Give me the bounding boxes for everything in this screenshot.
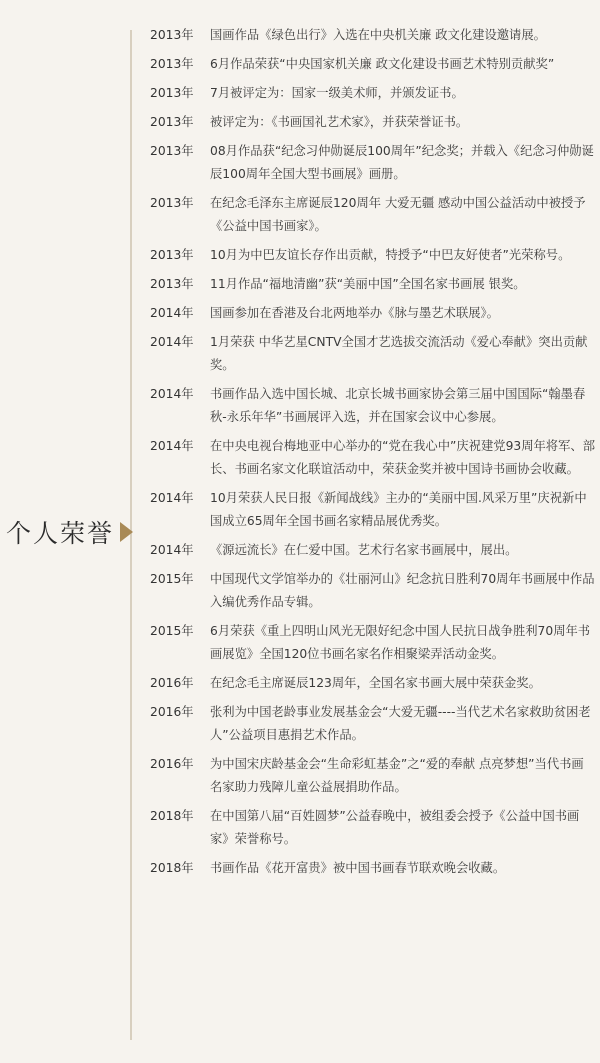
entry-text: 书画作品《花开富贵》被中国书画春节联欢晚会收藏。 <box>210 861 506 875</box>
honor-entry <box>150 539 595 562</box>
entry-year: 2014年 <box>150 439 194 453</box>
entry-text: 08月作品获“纪念习仲勋诞辰100周年”纪念奖；并载入《纪念习仲勋诞辰100周年全国大型书画展》画册。 <box>210 144 594 181</box>
honor-entry <box>150 383 595 429</box>
entry-year: 2018年 <box>150 809 194 823</box>
honor-entry <box>150 82 595 105</box>
entry-year: 2014年 <box>150 306 194 320</box>
entry-year: 2015年 <box>150 572 194 586</box>
honor-entry <box>150 273 595 296</box>
entry-text: 张利为中国老龄事业发展基金会“大爱无疆----当代艺术名家救助贫困老人”公益项目惠捐艺术作品。 <box>210 705 591 742</box>
entry-year: 2014年 <box>150 491 194 505</box>
entry-year: 2013年 <box>150 86 194 100</box>
honor-entry <box>150 857 595 880</box>
entry-year: 2013年 <box>150 28 194 42</box>
honor-entry <box>150 701 595 747</box>
entry-text: 1月荣获 中华艺星CNTV全国才艺选拔交流活动《爱心奉献》突出贡献奖。 <box>210 335 588 372</box>
honor-entry <box>150 753 595 799</box>
entry-text: 在纪念毛主席诞辰123周年，全国名家书画大展中荣获金奖。 <box>210 676 541 690</box>
honor-entry <box>150 24 595 47</box>
honor-entry <box>150 620 595 666</box>
entry-year: 2013年 <box>150 144 194 158</box>
honor-entry <box>150 140 595 186</box>
entry-text: 10月为中巴友谊长存作出贡献，特授予“中巴友好使者”光荣称号。 <box>210 248 571 262</box>
entry-text: 国画作品《绿色出行》入选在中央机关廉 政文化建设邀请展。 <box>210 28 546 42</box>
honors-list <box>150 24 595 886</box>
honor-entry <box>150 435 595 481</box>
entry-text: 10月荣获人民日报《新闻战线》主办的“美丽中国.风采万里”庆祝新中国成立65周年全国书画名家精品展优秀奖。 <box>210 491 587 528</box>
entry-year: 2013年 <box>150 277 194 291</box>
entry-text: 《源远流长》在仁爱中国。艺术行名家书画展中，展出。 <box>210 543 518 557</box>
section-title: 个人荣誉 <box>6 519 115 548</box>
entry-text: 被评定为：《书画国礼艺术家》，并获荣誉证书。 <box>210 115 469 129</box>
entry-year: 2016年 <box>150 676 194 690</box>
entry-year: 2015年 <box>150 624 194 638</box>
section-heading <box>6 514 146 550</box>
entry-text: 6月作品荣获“中央国家机关廉 政文化建设书画艺术特别贡献奖” <box>210 57 555 71</box>
entry-text: 国画参加在香港及台北两地举办《脉与墨艺术联展》。 <box>210 306 499 320</box>
entry-year: 2018年 <box>150 861 194 875</box>
honor-entry <box>150 302 595 325</box>
entry-text: 在中央电视台梅地亚中心举办的“党在我心中”庆祝建党93周年将军、部长、书画名家文化联谊活动中，荣获金奖并被中国诗书画协会收藏。 <box>210 439 595 476</box>
entry-year: 2016年 <box>150 757 194 771</box>
entry-text: 在纪念毛泽东主席诞辰120周年 大爱无疆 感动中国公益活动中被授予 《公益中国书画家》。 <box>210 196 586 233</box>
entry-year: 2013年 <box>150 196 194 210</box>
entry-text: 书画作品入选中国长城、北京长城书画家协会第三届中国国际“翰墨春秋-永乐年华”书画展评入选，并在国家会议中心参展。 <box>210 387 586 424</box>
entry-text: 在中国第八届“百姓圆梦”公益春晚中，被组委会授予《公益中国书画家》荣誉称号。 <box>210 809 580 846</box>
honor-entry <box>150 487 595 533</box>
entry-text: 为中国宋庆龄基金会“生命彩虹基金”之“爱的奉献 点亮梦想”当代书画名家助力残障儿童公益展捐助作品。 <box>210 757 584 794</box>
entry-text: 11月作品“福地清幽”获“美丽中国”全国名家书画展 银奖。 <box>210 277 526 291</box>
entry-year: 2014年 <box>150 543 194 557</box>
honor-entry <box>150 244 595 267</box>
entry-year: 2014年 <box>150 335 194 349</box>
honor-entry <box>150 672 595 695</box>
entry-text: 6月荣获《重上四明山风光无限好纪念中国人民抗日战争胜利70周年书画展览》全国120位书画名家名作相聚梁弄活动金奖。 <box>210 624 591 661</box>
arrow-marker-icon <box>120 522 133 542</box>
entry-year: 2016年 <box>150 705 194 719</box>
honor-entry <box>150 53 595 76</box>
entry-year: 2013年 <box>150 57 194 71</box>
honor-entry <box>150 192 595 238</box>
honor-entry <box>150 568 595 614</box>
entry-year: 2014年 <box>150 387 194 401</box>
entry-year: 2013年 <box>150 115 194 129</box>
honor-entry <box>150 111 595 134</box>
entry-year: 2013年 <box>150 248 194 262</box>
entry-text: 中国现代文学馆举办的《壮丽河山》纪念抗日胜利70周年书画展中作品入编优秀作品专辑。 <box>210 572 595 609</box>
honor-entry <box>150 331 595 377</box>
entry-text: 7月被评定为：国家一级美术师，并颁发证书。 <box>210 86 464 100</box>
honor-entry <box>150 805 595 851</box>
